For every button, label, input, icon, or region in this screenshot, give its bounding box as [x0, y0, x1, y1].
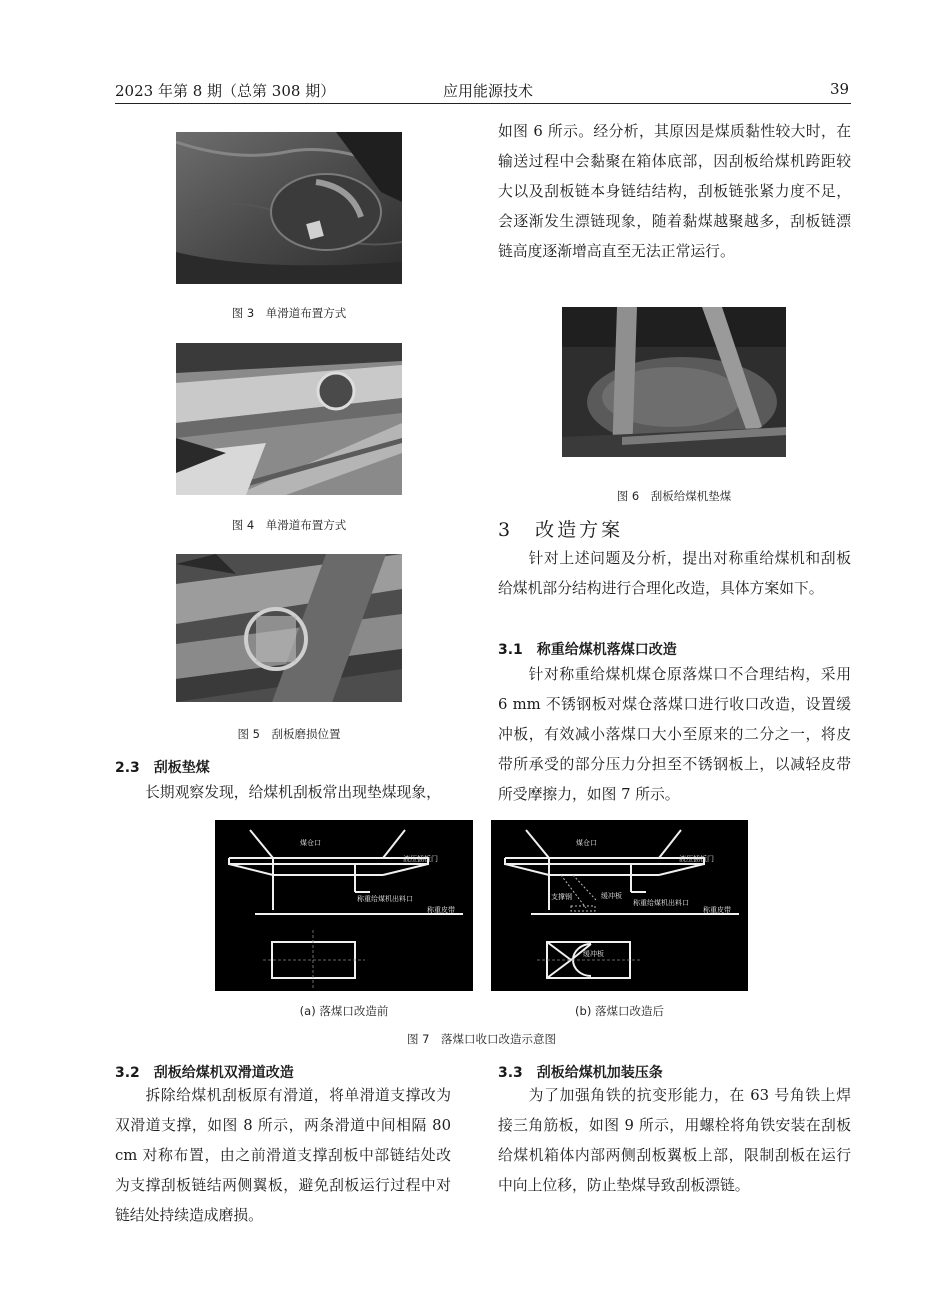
figure-7b-diagram — [491, 820, 748, 991]
header-page-number: 39 — [830, 80, 850, 98]
section-3-1-paragraph: 针对称重给煤机煤仓原落煤口不合理结构，采用 6 mm 不锈钢板对煤仓落煤口进行收口改造，设置缓冲板，有效减小落煤口大小至原来的二分之一，将皮带所承受的部分压力分担至不锈钢板上，以减轻皮带所受摩擦力，如图 7 所示。 — [498, 666, 851, 803]
fig7b-label-hydraulic-gate: 液压插板门 — [679, 855, 714, 863]
figure-5-caption: 图 5 刮板磨损位置 — [237, 727, 341, 741]
header-journal-title: 应用能源技术 — [443, 82, 534, 100]
header-journal-issue: 2023 年第 8 期（总第 308 期） — [115, 82, 336, 100]
figure-3-caption: 图 3 单滑道布置方式 — [231, 306, 347, 320]
figure-6-caption: 图 6 刮板给煤机垫煤 — [616, 489, 732, 503]
fig7b-label-weigh-belt: 称重皮带 — [703, 906, 731, 914]
section-2-3-heading: 2.3 刮板垫煤 — [115, 760, 210, 776]
fig7b-label-buffer-plate-plan: 缓冲板 — [583, 950, 604, 958]
section-3-paragraph: 针对上述问题及分析，提出对称重给煤机和刮板给煤机部分结构进行合理化改造，具体方案如下。 — [498, 550, 851, 597]
fig7b-label-feeder-outlet: 称重给煤机出料口 — [633, 899, 689, 907]
continuation-paragraph: 如图 6 所示。经分析，其原因是煤质黏性较大时，在输送过程中会黏聚在箱体底部，因刮板给煤机跨距较大以及刮板链本身链结结构，刮板链张紧力度不足，会逐渐发生漂链现象，随着黏煤越聚越多，刮板链漂链高度逐渐增高直至无法正常运行。 — [498, 123, 851, 260]
figure-6-photo — [562, 307, 786, 457]
figure-7a-diagram — [215, 820, 473, 991]
fig7b-label-coal-bin: 煤仓口 — [576, 839, 597, 847]
section-3-1-heading: 3.1 称重给煤机落煤口改造 — [498, 642, 677, 658]
figure-3-photo — [176, 132, 402, 284]
section-3-2-heading: 3.2 刮板给煤机双滑道改造 — [115, 1065, 294, 1081]
fig7b-label-buffer-plate: 缓冲板 — [601, 892, 622, 900]
fig7a-label-weigh-belt: 称重皮带 — [427, 906, 455, 914]
figure-7b-subcaption: (b) 落煤口改造后 — [575, 1004, 664, 1018]
figure-4-caption: 图 4 单滑道布置方式 — [231, 518, 347, 532]
fig7a-label-feeder-outlet: 称重给煤机出料口 — [357, 895, 413, 903]
fig7a-label-coal-bin: 煤仓口 — [300, 839, 321, 847]
fig7b-label-support-steel: 支撑钢 — [551, 893, 572, 901]
figure-7a-subcaption: (a) 落煤口改造前 — [299, 1004, 389, 1018]
section-3-heading: 3 改造方案 — [498, 519, 624, 541]
section-2-3-paragraph: 长期观察发现，给煤机刮板常出现垫煤现象， — [145, 784, 441, 801]
figure-4-photo — [176, 343, 402, 495]
fig7a-label-hydraulic-gate: 液压插板门 — [403, 855, 438, 863]
figure-7-caption: 图 7 落煤口收口改造示意图 — [407, 1032, 556, 1046]
section-3-2-paragraph: 拆除给煤机刮板原有滑道，将单滑道支撑改为双滑道支撑，如图 8 所示，两条滑道中间相隔 80 cm 对称布置，由之前滑道支撑刮板中部链结处改为支撑刮板链结两侧翼板，避免刮板运行过程中对链结处持续造成磨损。 — [115, 1087, 451, 1224]
figure-5-photo — [176, 554, 402, 702]
section-3-3-paragraph: 为了加强角铁的抗变形能力，在 63 号角铁上焊接三角筋板，如图 9 所示，用螺栓将角铁安装在刮板给煤机箱体内部两侧刮板翼板上部，限制刮板在运行中向上位移，防止垫煤导致刮板漂链。 — [498, 1087, 851, 1194]
section-3-3-heading: 3.3 刮板给煤机加装压条 — [498, 1065, 663, 1081]
header-rule — [115, 103, 851, 104]
